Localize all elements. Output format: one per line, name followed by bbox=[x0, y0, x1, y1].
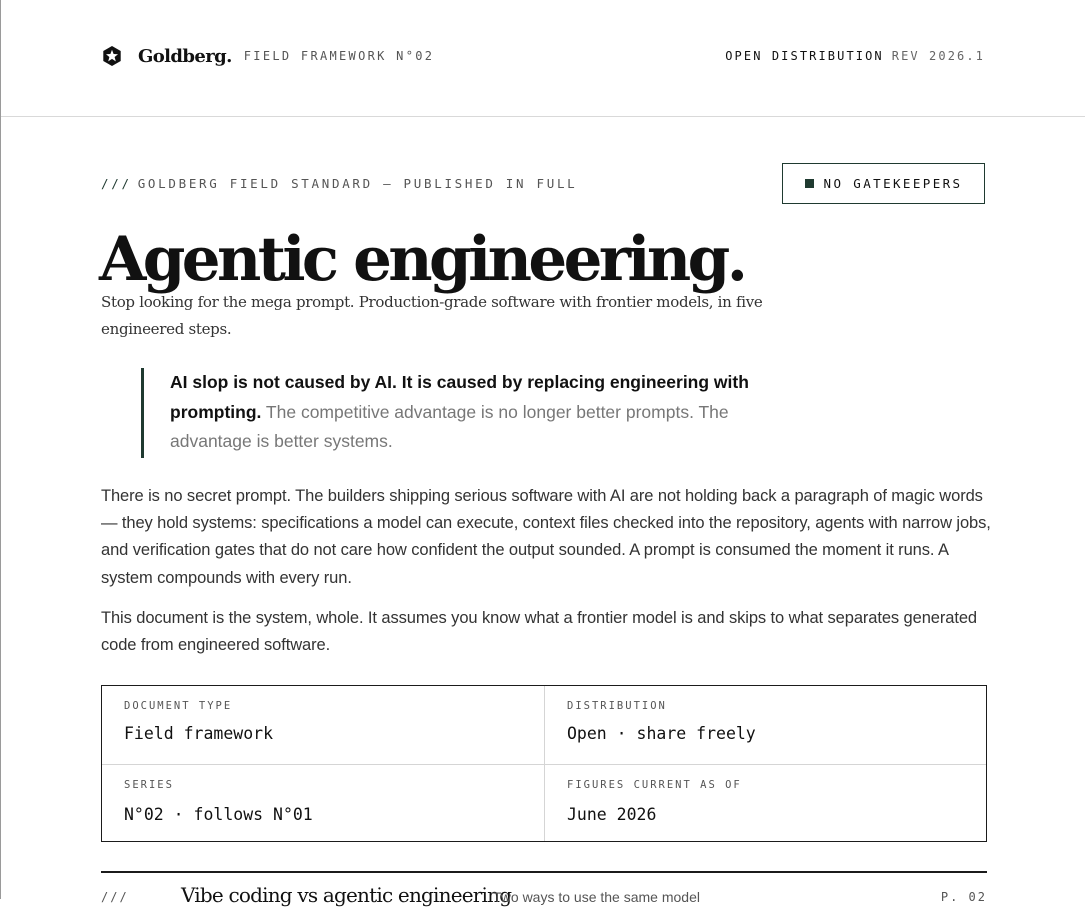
distribution-status bbox=[725, 49, 985, 63]
meta-cell-series bbox=[102, 764, 544, 841]
page-subtitle: Stop looking for the mega prompt. Production-grade software with frontier models, in five engineered steps. bbox=[101, 293, 763, 338]
revision-label: REV 2026.1 bbox=[891, 49, 985, 63]
meta-cell-document-type bbox=[102, 686, 544, 764]
section-heading: Vibe coding vs agentic engineering bbox=[181, 883, 512, 907]
meta-value: June 2026 bbox=[567, 805, 657, 824]
section-header bbox=[101, 871, 987, 913]
meta-value: N°02 · follows N°01 bbox=[124, 805, 313, 824]
square-bullet-icon bbox=[805, 179, 814, 188]
intro-paragraph: There is no secret prompt. The builders shipping serious software with AI are not holding back a paragraph of magic words — they hold systems: specifications a model can execute, context files checked into the repository, agents with narrow jobs, and verification gates that do not care how confident the output sounded. A prompt is consumed the moment it runs. A system compounds with every run. bbox=[101, 487, 991, 587]
top-bar bbox=[1, 0, 1085, 117]
meta-cell-distribution bbox=[544, 686, 986, 764]
distribution-label: OPEN DISTRIBUTION bbox=[725, 49, 884, 63]
pull-quote-strong: AI slop is not caused by AI. It is caused by replacing engineering with prompting. bbox=[170, 372, 749, 422]
scope-paragraph: This document is the system, whole. It assumes you know what a frontier model is and skips to what separates generated code from engineered software. bbox=[101, 609, 977, 655]
kicker-prefix: /// bbox=[101, 176, 132, 191]
meta-value: Field framework bbox=[124, 724, 274, 743]
document-meta-table bbox=[101, 685, 987, 842]
no-gatekeepers-badge bbox=[782, 163, 985, 204]
pull-quote bbox=[141, 368, 781, 458]
brand-name: Goldberg. bbox=[138, 45, 232, 67]
meta-cell-figures-date bbox=[544, 764, 986, 841]
kicker bbox=[101, 176, 577, 191]
meta-label: FIGURES CURRENT AS OF bbox=[567, 779, 742, 791]
page-title: Agentic engineering. bbox=[99, 224, 745, 295]
meta-label: SERIES bbox=[124, 779, 174, 791]
meta-value: Open · share freely bbox=[567, 724, 756, 743]
brand-subtitle: FIELD FRAMEWORK N°02 bbox=[243, 49, 435, 63]
section-subheading: Two ways to use the same model bbox=[493, 889, 700, 905]
section-prefix: /// bbox=[101, 890, 129, 904]
hexagon-star-logo-icon bbox=[101, 45, 123, 67]
brand[interactable] bbox=[101, 45, 434, 67]
page-number: P. 02 bbox=[940, 890, 987, 904]
kicker-text: GOLDBERG FIELD STANDARD — PUBLISHED IN FULL bbox=[137, 176, 578, 191]
badge-label: NO GATEKEEPERS bbox=[823, 176, 963, 191]
meta-label: DOCUMENT TYPE bbox=[124, 700, 233, 712]
meta-label: DISTRIBUTION bbox=[567, 700, 667, 712]
pull-quote-muted: The competitive advantage is no longer better prompts. The advantage is better systems. bbox=[170, 401, 729, 451]
